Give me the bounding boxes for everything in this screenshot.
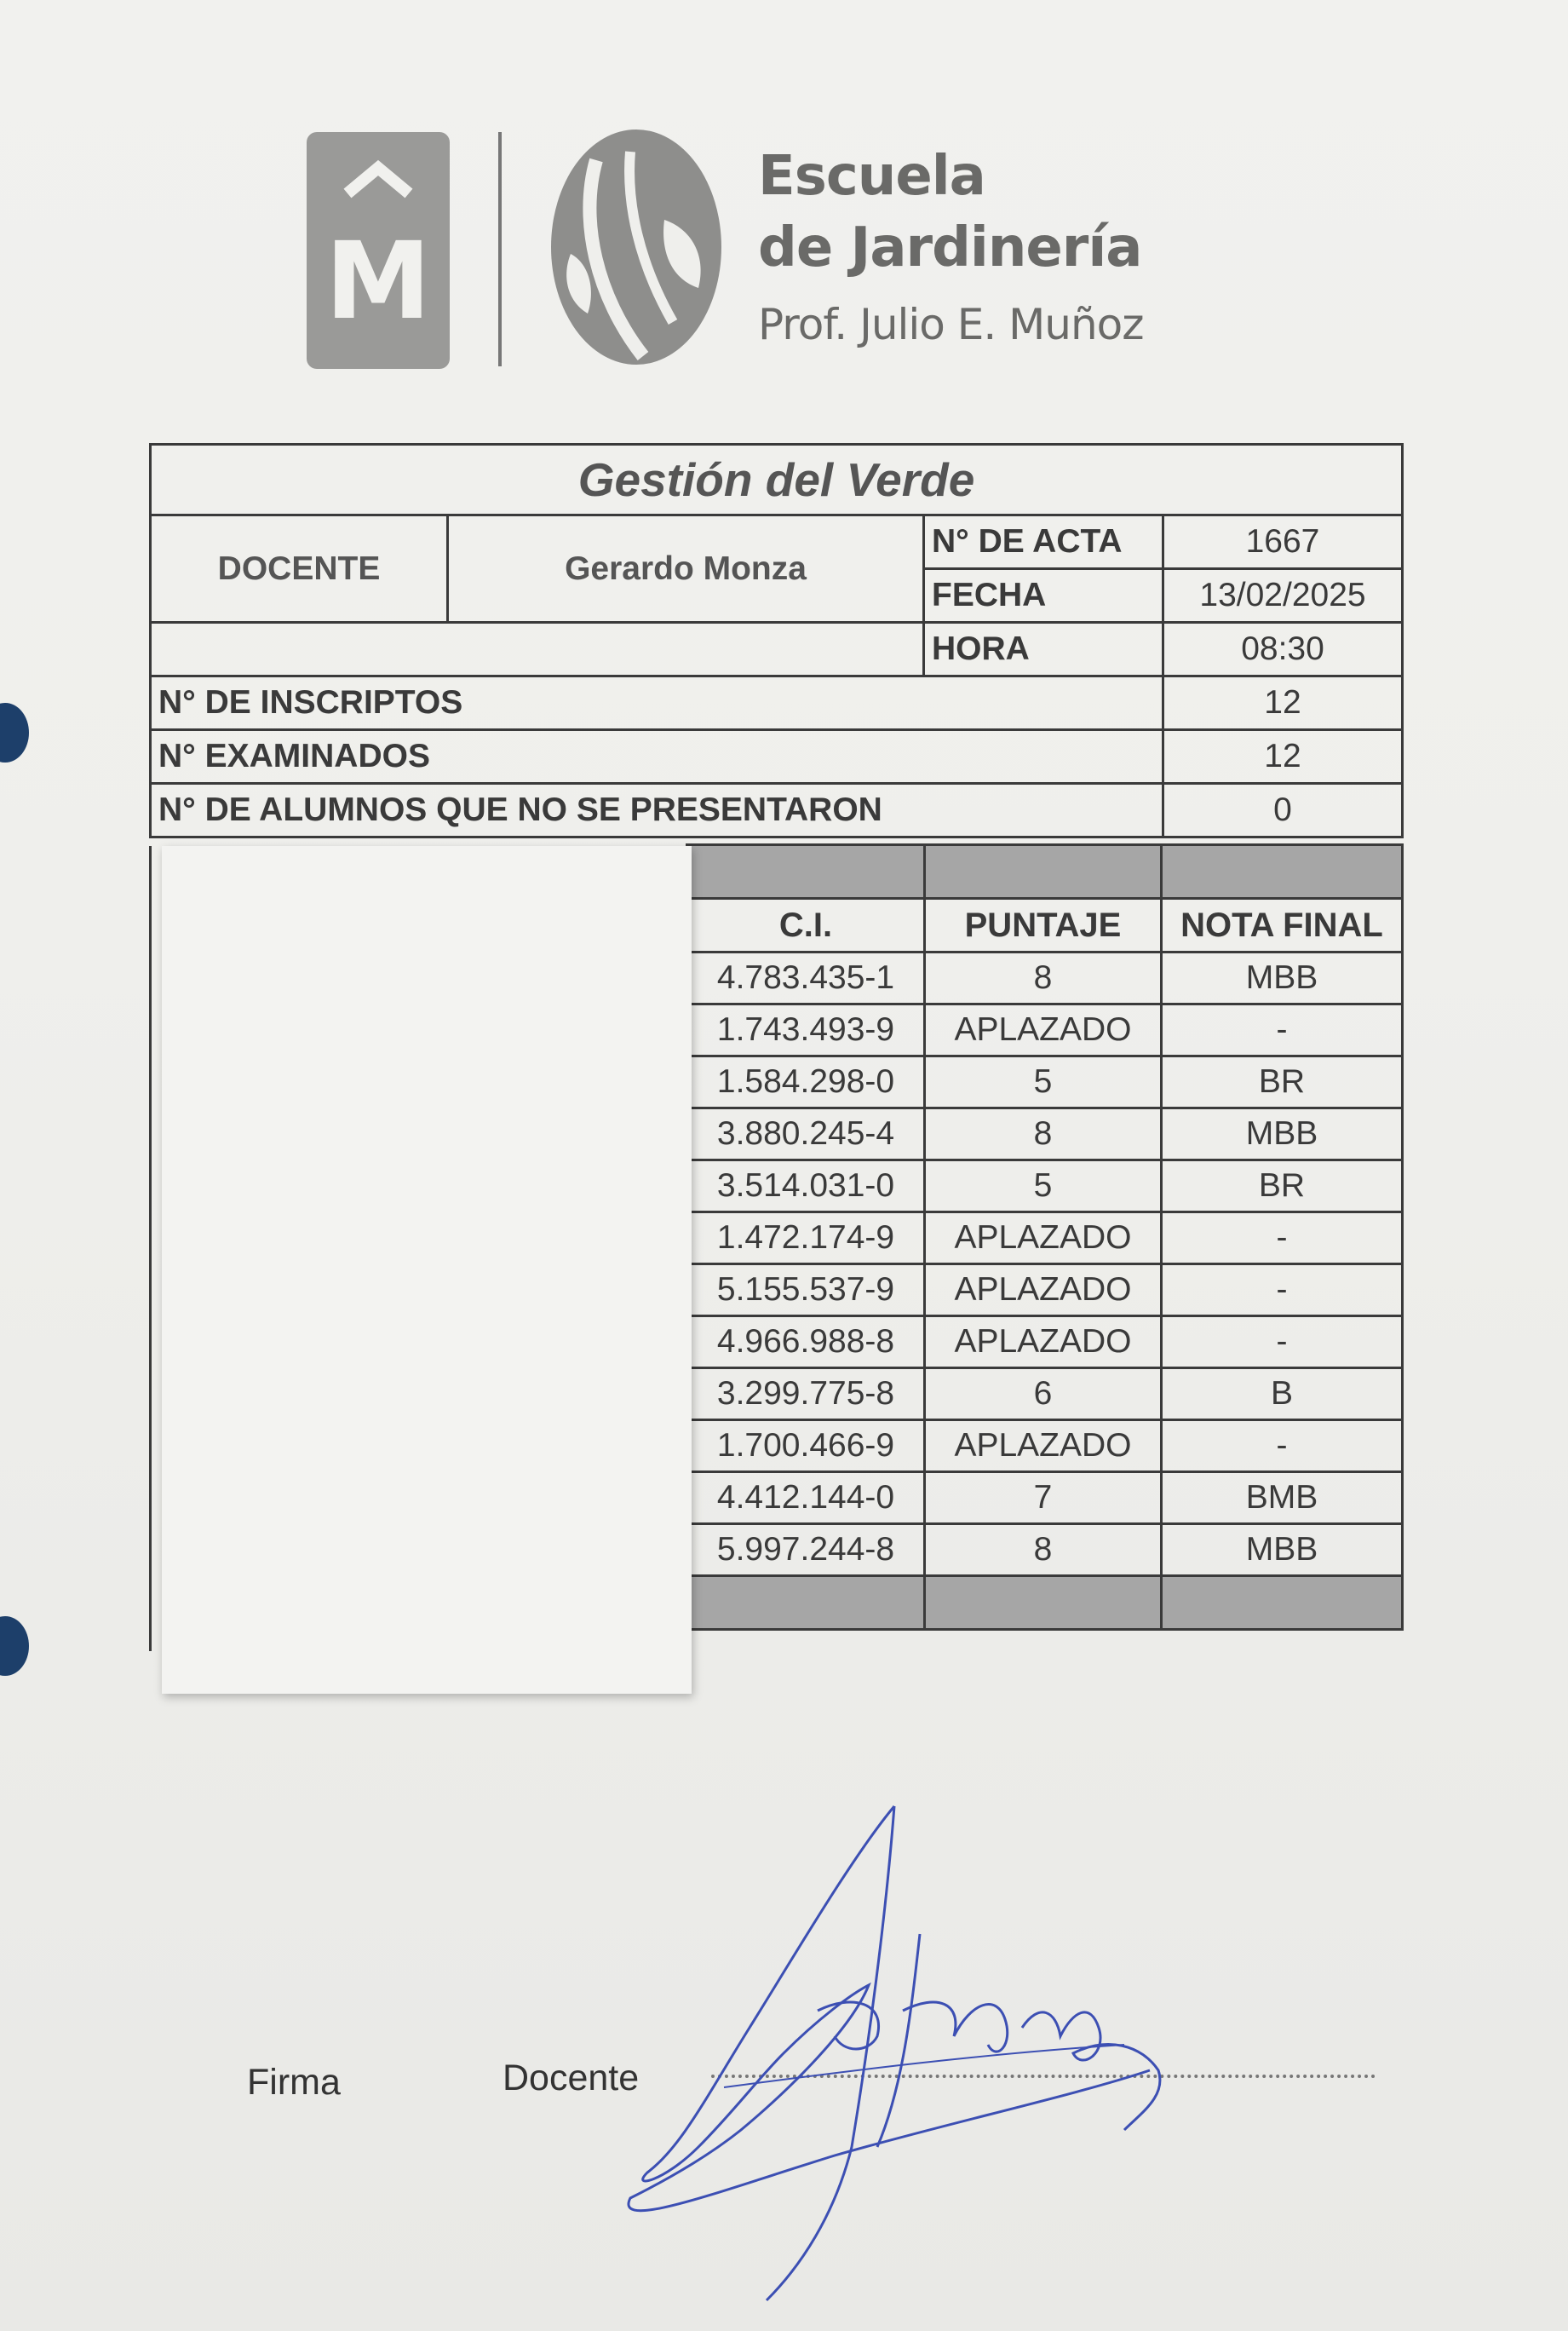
logo-separator [498, 132, 502, 366]
table-row [687, 1108, 1403, 1160]
column-header-puntaje: PUNTAJE [925, 899, 1162, 953]
ci-cell: 3.299.775-8 [687, 1368, 925, 1420]
redaction-paper-cover [162, 846, 692, 1694]
handwritten-signature [596, 1789, 1192, 2317]
puntaje-cell: 5 [925, 1160, 1162, 1212]
column-header-ci: C.I. [687, 899, 925, 953]
table-row [687, 1524, 1403, 1576]
nota-cell: - [1162, 1212, 1403, 1264]
table-row [687, 1316, 1403, 1368]
fecha-value: 13/02/2025 [1163, 569, 1403, 623]
shaded-header-cell [1162, 845, 1403, 899]
shaded-footer-cell [687, 1576, 925, 1630]
examinados-label: N° EXAMINADOS [151, 730, 1163, 784]
puntaje-cell: APLAZADO [925, 1212, 1162, 1264]
puntaje-cell: APLAZADO [925, 1420, 1162, 1472]
school-logo-m [307, 132, 450, 369]
table-row [687, 1368, 1403, 1420]
table-row [687, 1004, 1403, 1056]
school-name-line1: Escuela [758, 145, 985, 208]
logo-letter: M [325, 220, 432, 343]
nota-cell: - [1162, 1004, 1403, 1056]
ci-cell: 4.412.144-0 [687, 1472, 925, 1524]
puntaje-cell: 8 [925, 1108, 1162, 1160]
inscriptos-label: N° DE INSCRIPTOS [151, 676, 1163, 730]
nota-cell: BR [1162, 1056, 1403, 1108]
inscriptos-value: 12 [1163, 676, 1403, 730]
table-row [687, 1160, 1403, 1212]
ci-cell: 4.966.988-8 [687, 1316, 925, 1368]
docente-label: DOCENTE [151, 515, 448, 623]
docente-name: Gerardo Monza [448, 515, 924, 623]
table-row [687, 1472, 1403, 1524]
empty-cell [151, 623, 924, 676]
docente-signature-label: Docente [503, 2058, 640, 2098]
table-row [687, 1212, 1403, 1264]
acta-number-label: N° DE ACTA [924, 515, 1163, 569]
puntaje-cell: 8 [925, 953, 1162, 1004]
ci-cell: 3.880.245-4 [687, 1108, 925, 1160]
hora-label: HORA [924, 623, 1163, 676]
nota-cell: B [1162, 1368, 1403, 1420]
puntaje-cell: 7 [925, 1472, 1162, 1524]
ausentes-value: 0 [1163, 784, 1403, 837]
fecha-label: FECHA [924, 569, 1163, 623]
nota-cell: MBB [1162, 953, 1403, 1004]
nota-cell: BR [1162, 1160, 1403, 1212]
leaf-logo-icon [545, 126, 728, 369]
acta-header-table [149, 443, 1404, 838]
ci-cell: 3.514.031-0 [687, 1160, 925, 1212]
ci-cell: 1.700.466-9 [687, 1420, 925, 1472]
grades-table [686, 843, 1404, 1631]
ci-cell: 5.997.244-8 [687, 1524, 925, 1576]
puntaje-cell: 5 [925, 1056, 1162, 1108]
table-row [687, 953, 1403, 1004]
puntaje-cell: 8 [925, 1524, 1162, 1576]
table-row [687, 1420, 1403, 1472]
nota-cell: - [1162, 1420, 1403, 1472]
shaded-footer-cell [925, 1576, 1162, 1630]
table-row [687, 1056, 1403, 1108]
nota-cell: - [1162, 1316, 1403, 1368]
puntaje-cell: APLAZADO [925, 1004, 1162, 1056]
nota-cell: MBB [1162, 1108, 1403, 1160]
examinados-value: 12 [1163, 730, 1403, 784]
ausentes-label: N° DE ALUMNOS QUE NO SE PRESENTARON [151, 784, 1163, 837]
nota-cell: - [1162, 1264, 1403, 1316]
shaded-header-cell [687, 845, 925, 899]
ci-cell: 1.472.174-9 [687, 1212, 925, 1264]
nota-cell: MBB [1162, 1524, 1403, 1576]
acta-number-value: 1667 [1163, 515, 1403, 569]
hora-value: 08:30 [1163, 623, 1403, 676]
school-name [758, 141, 1144, 359]
shaded-footer-cell [1162, 1576, 1403, 1630]
ci-cell: 1.584.298-0 [687, 1056, 925, 1108]
puntaje-cell: 6 [925, 1368, 1162, 1420]
ci-cell: 4.783.435-1 [687, 953, 925, 1004]
table-row [687, 1264, 1403, 1316]
ci-cell: 5.155.537-9 [687, 1264, 925, 1316]
firma-label: Firma [247, 2062, 341, 2103]
column-header-nota-final: NOTA FINAL [1162, 899, 1403, 953]
ci-cell: 1.743.493-9 [687, 1004, 925, 1056]
nota-cell: BMB [1162, 1472, 1403, 1524]
shaded-header-cell [925, 845, 1162, 899]
school-name-line3: Prof. Julio E. Muñoz [758, 300, 1144, 349]
school-name-line2: de Jardinería [758, 216, 1142, 279]
subject-title: Gestión del Verde [151, 445, 1403, 515]
puntaje-cell: APLAZADO [925, 1264, 1162, 1316]
puntaje-cell: APLAZADO [925, 1316, 1162, 1368]
